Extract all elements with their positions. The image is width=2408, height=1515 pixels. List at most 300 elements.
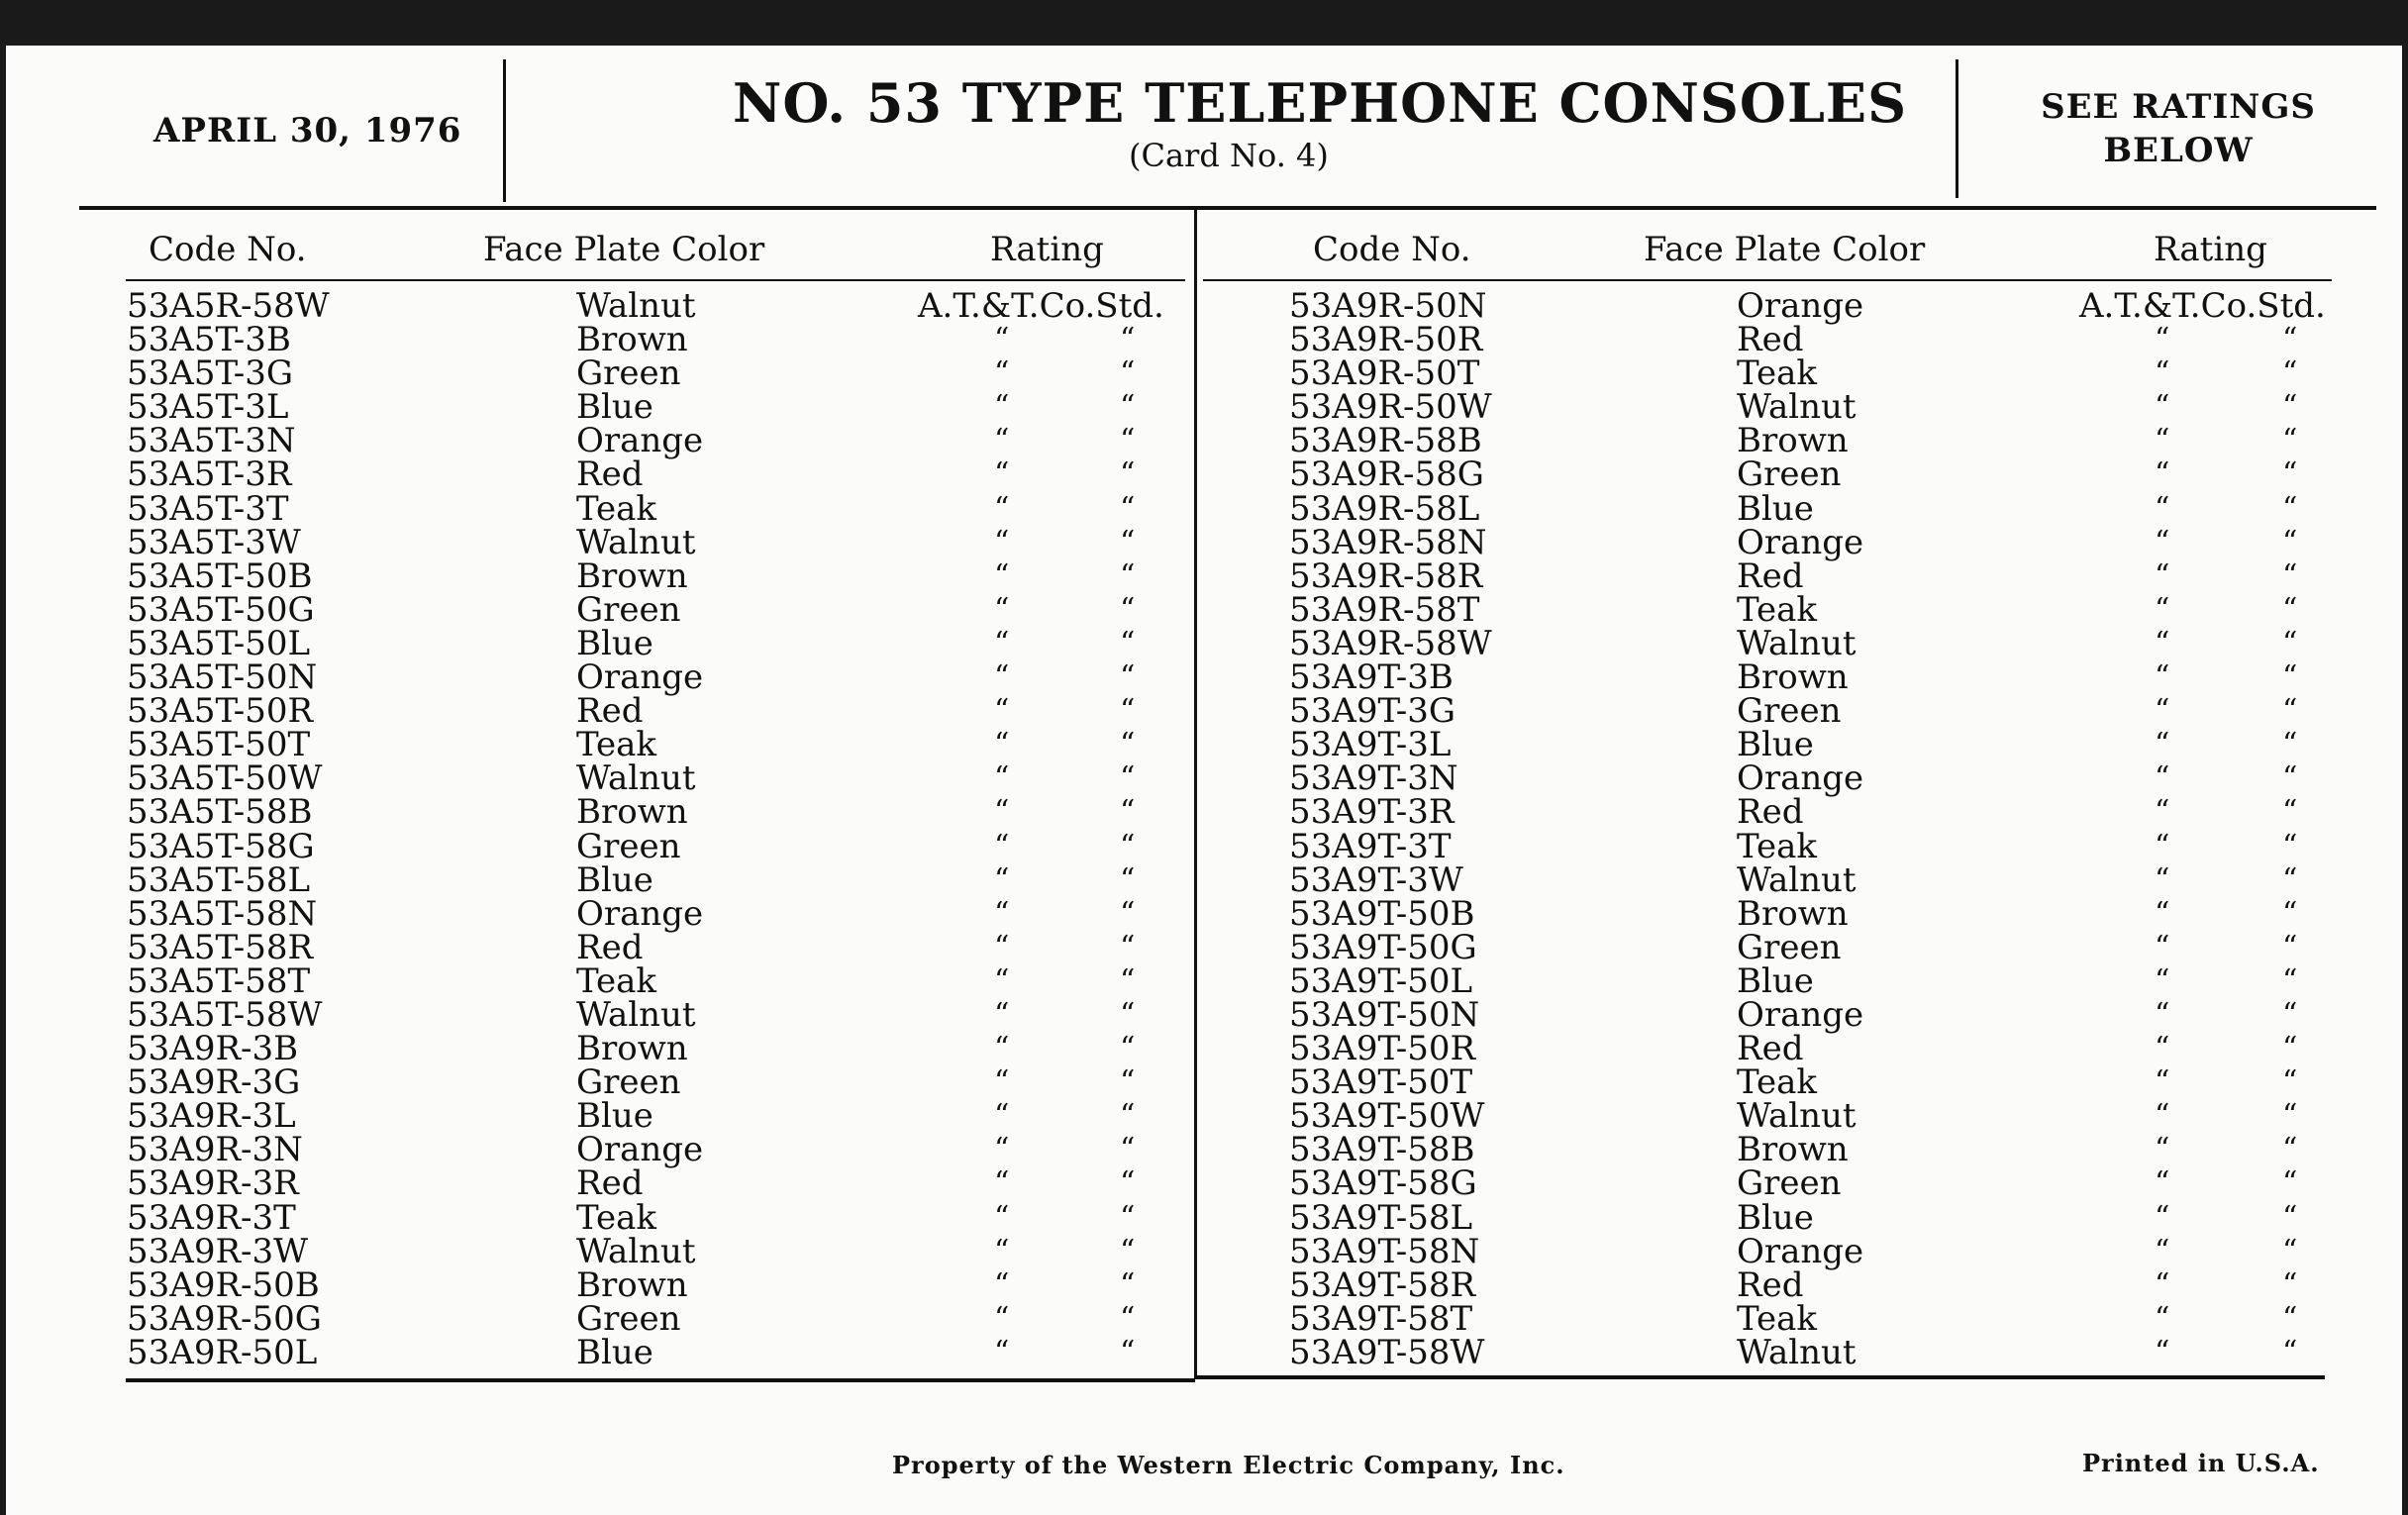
table-row bbox=[1289, 623, 2358, 663]
table-row bbox=[1289, 556, 2358, 596]
table-row bbox=[127, 320, 1186, 360]
code-cell: 53A9T-50T bbox=[1289, 1062, 1473, 1103]
ditto-mark: “ bbox=[2282, 557, 2298, 593]
ditto-mark: “ bbox=[2282, 1165, 2298, 1201]
table-row bbox=[1289, 320, 2358, 360]
left-col-header-code: Code No. bbox=[149, 230, 307, 269]
ditto-mark: “ bbox=[994, 962, 1010, 998]
ditto-mark: “ bbox=[2282, 760, 2298, 796]
card-title: NO. 53 TYPE TELEPHONE CONSOLES bbox=[733, 71, 1908, 135]
table-row bbox=[1289, 1096, 2358, 1137]
color-cell: Red bbox=[1737, 556, 1804, 596]
table-row bbox=[127, 1130, 1186, 1170]
left-col-header-rating: Rating bbox=[990, 230, 1104, 269]
ditto-mark: “ bbox=[2155, 962, 2170, 998]
left-col-header-rule bbox=[126, 279, 1185, 281]
ditto-mark: “ bbox=[1120, 962, 1136, 998]
ditto-mark: “ bbox=[1120, 693, 1136, 729]
ditto-mark: “ bbox=[2155, 1300, 2170, 1336]
ditto-mark: “ bbox=[2155, 1334, 2170, 1369]
ditto-mark: “ bbox=[1120, 1165, 1136, 1201]
table-row bbox=[127, 1298, 1186, 1339]
ditto-mark: “ bbox=[1120, 1199, 1136, 1235]
ditto-mark: “ bbox=[1120, 456, 1136, 492]
ditto-mark: “ bbox=[2282, 1199, 2298, 1235]
ditto-mark: “ bbox=[1120, 557, 1136, 593]
ditto-mark: “ bbox=[1120, 861, 1136, 897]
ditto-mark: “ bbox=[2282, 1064, 2298, 1100]
color-cell: Brown bbox=[1737, 421, 1849, 461]
table-row bbox=[127, 691, 1186, 732]
ditto-mark: “ bbox=[2155, 389, 2170, 425]
table-row bbox=[1289, 421, 2358, 461]
ditto-mark: “ bbox=[2282, 456, 2298, 492]
code-cell: 53A5T-58W bbox=[127, 994, 323, 1035]
ditto-mark: “ bbox=[1120, 1098, 1136, 1134]
color-cell: Red bbox=[576, 1163, 644, 1204]
rating-cell: A.T.&T.Co.Std. bbox=[918, 286, 1164, 326]
ditto-mark: “ bbox=[2282, 355, 2298, 391]
code-cell: 53A9R-58B bbox=[1289, 421, 1482, 461]
code-cell: 53A5T-3N bbox=[127, 421, 296, 461]
right-col-header-rating: Rating bbox=[2154, 230, 2267, 269]
table-row bbox=[1289, 454, 2358, 495]
color-cell: Walnut bbox=[1737, 1332, 1856, 1372]
ditto-mark: “ bbox=[994, 524, 1010, 559]
footer-printed: Printed in U.S.A. bbox=[2082, 1449, 2320, 1477]
color-cell: Orange bbox=[576, 893, 704, 934]
ditto-mark: “ bbox=[1120, 625, 1136, 660]
header-rule bbox=[79, 206, 2376, 210]
ditto-mark: “ bbox=[2282, 861, 2298, 897]
color-cell: Walnut bbox=[1737, 1096, 1856, 1137]
table-row bbox=[127, 454, 1186, 495]
ditto-mark: “ bbox=[2282, 1132, 2298, 1167]
table-row bbox=[1289, 792, 2358, 833]
ratings-note-line1: SEE RATINGS bbox=[2041, 87, 2316, 127]
right-table bbox=[1289, 286, 2358, 1372]
ditto-mark: “ bbox=[1120, 895, 1136, 931]
ditto-mark: “ bbox=[2155, 895, 2170, 931]
ditto-mark: “ bbox=[2155, 794, 2170, 830]
color-cell: Blue bbox=[576, 1332, 653, 1372]
ditto-mark: “ bbox=[994, 861, 1010, 897]
color-cell: Green bbox=[1737, 691, 1842, 732]
code-cell: 53A9T-3R bbox=[1289, 792, 1455, 833]
color-cell: Walnut bbox=[1737, 387, 1856, 428]
table-row bbox=[127, 286, 1186, 326]
color-cell: Teak bbox=[1737, 589, 1818, 630]
code-cell: 53A5T-50R bbox=[127, 691, 314, 732]
table-row bbox=[1289, 1231, 2358, 1271]
code-cell: 53A5T-58B bbox=[127, 792, 313, 833]
code-cell: 53A9T-58W bbox=[1289, 1332, 1485, 1372]
table-row bbox=[1289, 994, 2358, 1035]
color-cell: Blue bbox=[1737, 488, 1814, 529]
right-col-header-rule bbox=[1203, 279, 2332, 281]
ditto-mark: “ bbox=[994, 591, 1010, 627]
color-cell: Teak bbox=[576, 488, 657, 529]
color-cell: Green bbox=[1737, 1163, 1842, 1204]
ditto-mark: “ bbox=[2155, 423, 2170, 458]
code-cell: 53A5T-58N bbox=[127, 893, 318, 934]
ditto-mark: “ bbox=[2282, 423, 2298, 458]
table-row bbox=[127, 387, 1186, 428]
ditto-mark: “ bbox=[2282, 322, 2298, 357]
table-bottom-rule-right bbox=[1194, 1375, 2325, 1379]
ditto-mark: “ bbox=[2282, 1031, 2298, 1066]
ditto-mark: “ bbox=[1120, 1233, 1136, 1268]
ditto-mark: “ bbox=[2155, 456, 2170, 492]
table-row bbox=[1289, 859, 2358, 900]
ditto-mark: “ bbox=[2155, 828, 2170, 863]
table-row bbox=[1289, 286, 2358, 326]
ratings-note-line2: BELOW bbox=[2103, 131, 2254, 170]
code-cell: 53A9R-50T bbox=[1289, 354, 1480, 394]
ditto-mark: “ bbox=[2155, 1266, 2170, 1302]
code-cell: 53A9T-3B bbox=[1289, 657, 1454, 698]
ditto-mark: “ bbox=[1120, 389, 1136, 425]
ditto-mark: “ bbox=[994, 1132, 1010, 1167]
ditto-mark: “ bbox=[1120, 490, 1136, 526]
ditto-mark: “ bbox=[1120, 727, 1136, 762]
table-row bbox=[127, 792, 1186, 833]
table-row bbox=[127, 758, 1186, 799]
ditto-mark: “ bbox=[2282, 929, 2298, 964]
code-cell: 53A5T-58R bbox=[127, 927, 314, 967]
code-cell: 53A5T-50L bbox=[127, 623, 311, 663]
color-cell: Blue bbox=[1737, 1197, 1814, 1238]
ditto-mark: “ bbox=[994, 1233, 1010, 1268]
color-cell: Red bbox=[1737, 320, 1804, 360]
code-cell: 53A9T-58N bbox=[1289, 1231, 1480, 1271]
ditto-mark: “ bbox=[2155, 490, 2170, 526]
code-cell: 53A9T-3N bbox=[1289, 758, 1458, 799]
ditto-mark: “ bbox=[1120, 828, 1136, 863]
ditto-mark: “ bbox=[2155, 693, 2170, 729]
code-cell: 53A9R-3R bbox=[127, 1163, 299, 1204]
table-row bbox=[1289, 826, 2358, 866]
ditto-mark: “ bbox=[2155, 996, 2170, 1032]
ditto-mark: “ bbox=[994, 1098, 1010, 1134]
ditto-mark: “ bbox=[994, 625, 1010, 660]
color-cell: Teak bbox=[576, 960, 657, 1001]
ditto-mark: “ bbox=[1120, 760, 1136, 796]
code-cell: 53A5T-50B bbox=[127, 556, 313, 596]
ditto-mark: “ bbox=[994, 423, 1010, 458]
code-cell: 53A9R-3T bbox=[127, 1197, 296, 1238]
ditto-mark: “ bbox=[2155, 1165, 2170, 1201]
rating-cell: A.T.&T.Co.Std. bbox=[2079, 286, 2326, 326]
color-cell: Teak bbox=[1737, 826, 1818, 866]
ditto-mark: “ bbox=[2155, 760, 2170, 796]
table-row bbox=[1289, 893, 2358, 934]
color-cell: Orange bbox=[576, 421, 704, 461]
ditto-mark: “ bbox=[2155, 591, 2170, 627]
color-cell: Red bbox=[1737, 1029, 1804, 1069]
code-cell: 53A9T-58R bbox=[1289, 1264, 1476, 1305]
header-divider-right bbox=[1956, 59, 1958, 198]
table-row bbox=[127, 488, 1186, 529]
ditto-mark: “ bbox=[2282, 1334, 2298, 1369]
color-cell: Walnut bbox=[576, 1231, 696, 1271]
code-cell: 53A9T-58L bbox=[1289, 1197, 1473, 1238]
color-cell: Green bbox=[576, 354, 681, 394]
ditto-mark: “ bbox=[994, 760, 1010, 796]
ditto-mark: “ bbox=[2155, 1098, 2170, 1134]
ditto-mark: “ bbox=[994, 693, 1010, 729]
color-cell: Green bbox=[1737, 927, 1842, 967]
code-cell: 53A9T-50B bbox=[1289, 893, 1475, 934]
ditto-mark: “ bbox=[2282, 996, 2298, 1032]
color-cell: Green bbox=[1737, 454, 1842, 495]
ditto-mark: “ bbox=[994, 557, 1010, 593]
color-cell: Walnut bbox=[576, 758, 696, 799]
ditto-mark: “ bbox=[2282, 1098, 2298, 1134]
code-cell: 53A9R-58W bbox=[1289, 623, 1492, 663]
color-cell: Brown bbox=[1737, 657, 1849, 698]
table-row bbox=[1289, 1130, 2358, 1170]
code-cell: 53A9T-50W bbox=[1289, 1096, 1485, 1137]
table-row bbox=[1289, 691, 2358, 732]
code-cell: 53A5T-3W bbox=[127, 522, 301, 562]
table-row bbox=[127, 421, 1186, 461]
ditto-mark: “ bbox=[2282, 794, 2298, 830]
ditto-mark: “ bbox=[2155, 727, 2170, 762]
color-cell: Orange bbox=[576, 1130, 704, 1170]
table-row bbox=[127, 994, 1186, 1035]
ditto-mark: “ bbox=[1120, 794, 1136, 830]
ditto-mark: “ bbox=[2155, 1031, 2170, 1066]
right-col-header-code: Code No. bbox=[1313, 230, 1471, 269]
code-cell: 53A9R-50B bbox=[127, 1264, 320, 1305]
color-cell: Brown bbox=[576, 320, 688, 360]
ditto-mark: “ bbox=[2282, 962, 2298, 998]
table-row bbox=[1289, 657, 2358, 698]
ditto-mark: “ bbox=[2155, 557, 2170, 593]
ditto-mark: “ bbox=[994, 1031, 1010, 1066]
ditto-mark: “ bbox=[2282, 1233, 2298, 1268]
footer-property: Property of the Western Electric Company, Inc. bbox=[892, 1451, 1565, 1479]
left-col-header-color: Face Plate Color bbox=[483, 230, 765, 269]
table-row bbox=[1289, 1197, 2358, 1238]
color-cell: Blue bbox=[576, 859, 653, 900]
card-subtitle: (Card No. 4) bbox=[1129, 137, 1329, 174]
code-cell: 53A9R-3L bbox=[127, 1096, 296, 1137]
table-row bbox=[127, 1096, 1186, 1137]
table-row bbox=[1289, 387, 2358, 428]
table-row bbox=[127, 589, 1186, 630]
ditto-mark: “ bbox=[994, 1064, 1010, 1100]
code-cell: 53A9T-58B bbox=[1289, 1130, 1475, 1170]
ditto-mark: “ bbox=[2155, 322, 2170, 357]
color-cell: Walnut bbox=[576, 522, 696, 562]
ditto-mark: “ bbox=[994, 456, 1010, 492]
code-cell: 53A9R-3B bbox=[127, 1029, 299, 1069]
ditto-mark: “ bbox=[1120, 591, 1136, 627]
code-cell: 53A9R-50W bbox=[1289, 387, 1492, 428]
color-cell: Orange bbox=[1737, 522, 1864, 562]
table-row bbox=[127, 725, 1186, 765]
code-cell: 53A9R-50N bbox=[1289, 286, 1487, 326]
code-cell: 53A5T-58G bbox=[127, 826, 315, 866]
ditto-mark: “ bbox=[994, 1266, 1010, 1302]
ditto-mark: “ bbox=[994, 996, 1010, 1032]
code-cell: 53A5T-3B bbox=[127, 320, 291, 360]
color-cell: Brown bbox=[576, 556, 688, 596]
table-row bbox=[1289, 1332, 2358, 1372]
ditto-mark: “ bbox=[2282, 389, 2298, 425]
ditto-mark: “ bbox=[2155, 1132, 2170, 1167]
ditto-mark: “ bbox=[2282, 659, 2298, 695]
ditto-mark: “ bbox=[2155, 1199, 2170, 1235]
color-cell: Blue bbox=[576, 387, 653, 428]
ditto-mark: “ bbox=[1120, 996, 1136, 1032]
code-cell: 53A5T-3T bbox=[127, 488, 289, 529]
code-cell: 53A9R-58N bbox=[1289, 522, 1487, 562]
color-cell: Brown bbox=[576, 1264, 688, 1305]
table-row bbox=[127, 960, 1186, 1001]
ditto-mark: “ bbox=[2282, 591, 2298, 627]
code-cell: 53A9T-3T bbox=[1289, 826, 1452, 866]
ditto-mark: “ bbox=[994, 794, 1010, 830]
code-cell: 53A5T-50T bbox=[127, 725, 311, 765]
ditto-mark: “ bbox=[994, 490, 1010, 526]
ditto-mark: “ bbox=[1120, 524, 1136, 559]
table-row bbox=[1289, 1298, 2358, 1339]
color-cell: Teak bbox=[1737, 1298, 1818, 1339]
ditto-mark: “ bbox=[1120, 423, 1136, 458]
table-row bbox=[1289, 758, 2358, 799]
ditto-mark: “ bbox=[994, 727, 1010, 762]
ditto-mark: “ bbox=[2155, 929, 2170, 964]
code-cell: 53A9T-50N bbox=[1289, 994, 1480, 1035]
ditto-mark: “ bbox=[2282, 1300, 2298, 1336]
ditto-mark: “ bbox=[994, 895, 1010, 931]
table-row bbox=[127, 354, 1186, 394]
table-bottom-rule-left bbox=[126, 1378, 1195, 1382]
table-row bbox=[1289, 589, 2358, 630]
code-cell: 53A5R-58W bbox=[127, 286, 330, 326]
color-cell: Brown bbox=[1737, 893, 1849, 934]
ditto-mark: “ bbox=[2282, 490, 2298, 526]
color-cell: Walnut bbox=[576, 286, 696, 326]
color-cell: Orange bbox=[1737, 1231, 1864, 1271]
color-cell: Red bbox=[576, 691, 644, 732]
ditto-mark: “ bbox=[2155, 355, 2170, 391]
color-cell: Blue bbox=[1737, 960, 1814, 1001]
color-cell: Blue bbox=[576, 1096, 653, 1137]
code-cell: 53A9R-3G bbox=[127, 1062, 301, 1103]
color-cell: Green bbox=[576, 1298, 681, 1339]
color-cell: Brown bbox=[1737, 1130, 1849, 1170]
color-cell: Teak bbox=[1737, 1062, 1818, 1103]
color-cell: Brown bbox=[576, 792, 688, 833]
table-row bbox=[127, 893, 1186, 934]
ditto-mark: “ bbox=[994, 1300, 1010, 1336]
code-cell: 53A9T-50G bbox=[1289, 927, 1477, 967]
ditto-mark: “ bbox=[1120, 1031, 1136, 1066]
ditto-mark: “ bbox=[1120, 1064, 1136, 1100]
ditto-mark: “ bbox=[994, 389, 1010, 425]
code-cell: 53A9R-58R bbox=[1289, 556, 1483, 596]
code-cell: 53A9T-58G bbox=[1289, 1163, 1477, 1204]
ditto-mark: “ bbox=[1120, 1132, 1136, 1167]
table-row bbox=[1289, 522, 2358, 562]
code-cell: 53A5T-58L bbox=[127, 859, 311, 900]
ditto-mark: “ bbox=[1120, 929, 1136, 964]
color-cell: Teak bbox=[1737, 354, 1818, 394]
table-row bbox=[127, 556, 1186, 596]
code-cell: 53A9T-50R bbox=[1289, 1029, 1476, 1069]
ditto-mark: “ bbox=[2282, 693, 2298, 729]
ditto-mark: “ bbox=[994, 828, 1010, 863]
ditto-mark: “ bbox=[1120, 355, 1136, 391]
code-cell: 53A9T-50L bbox=[1289, 960, 1473, 1001]
color-cell: Brown bbox=[576, 1029, 688, 1069]
ditto-mark: “ bbox=[994, 1165, 1010, 1201]
card-date: APRIL 30, 1976 bbox=[153, 111, 462, 151]
table-row bbox=[127, 1197, 1186, 1238]
color-cell: Orange bbox=[1737, 758, 1864, 799]
color-cell: Red bbox=[1737, 792, 1804, 833]
code-cell: 53A5T-3R bbox=[127, 454, 292, 495]
color-cell: Red bbox=[1737, 1264, 1804, 1305]
ditto-mark: “ bbox=[2282, 625, 2298, 660]
code-cell: 53A9T-3G bbox=[1289, 691, 1456, 732]
table-row bbox=[1289, 960, 2358, 1001]
table-row bbox=[127, 859, 1186, 900]
ditto-mark: “ bbox=[2155, 1233, 2170, 1268]
code-cell: 53A5T-58T bbox=[127, 960, 311, 1001]
ditto-mark: “ bbox=[1120, 1334, 1136, 1369]
color-cell: Orange bbox=[576, 657, 704, 698]
color-cell: Walnut bbox=[576, 994, 696, 1035]
color-cell: Blue bbox=[576, 623, 653, 663]
ditto-mark: “ bbox=[2282, 895, 2298, 931]
color-cell: Green bbox=[576, 826, 681, 866]
code-cell: 53A5T-3G bbox=[127, 354, 294, 394]
ditto-mark: “ bbox=[2155, 659, 2170, 695]
table-row bbox=[127, 1332, 1186, 1372]
ditto-mark: “ bbox=[994, 1334, 1010, 1369]
table-row bbox=[1289, 927, 2358, 967]
code-cell: 53A9T-3L bbox=[1289, 725, 1452, 765]
code-cell: 53A9R-58G bbox=[1289, 454, 1484, 495]
ditto-mark: “ bbox=[2282, 727, 2298, 762]
ditto-mark: “ bbox=[2282, 524, 2298, 559]
color-cell: Walnut bbox=[1737, 859, 1856, 900]
ditto-mark: “ bbox=[994, 1199, 1010, 1235]
color-cell: Red bbox=[576, 454, 644, 495]
table-row bbox=[1289, 1264, 2358, 1305]
ditto-mark: “ bbox=[2155, 625, 2170, 660]
table-row bbox=[1289, 1029, 2358, 1069]
table-row bbox=[1289, 354, 2358, 394]
table-row bbox=[1289, 1062, 2358, 1103]
table-row bbox=[127, 1062, 1186, 1103]
ditto-mark: “ bbox=[1120, 322, 1136, 357]
header-divider-left bbox=[503, 59, 506, 202]
ditto-mark: “ bbox=[994, 659, 1010, 695]
table-divider bbox=[1194, 210, 1197, 1378]
color-cell: Orange bbox=[1737, 994, 1864, 1035]
ratings-note bbox=[2010, 85, 2347, 172]
code-cell: 53A9R-3W bbox=[127, 1231, 309, 1271]
ditto-mark: “ bbox=[2282, 1266, 2298, 1302]
table-row bbox=[127, 1163, 1186, 1204]
ditto-mark: “ bbox=[1120, 1266, 1136, 1302]
